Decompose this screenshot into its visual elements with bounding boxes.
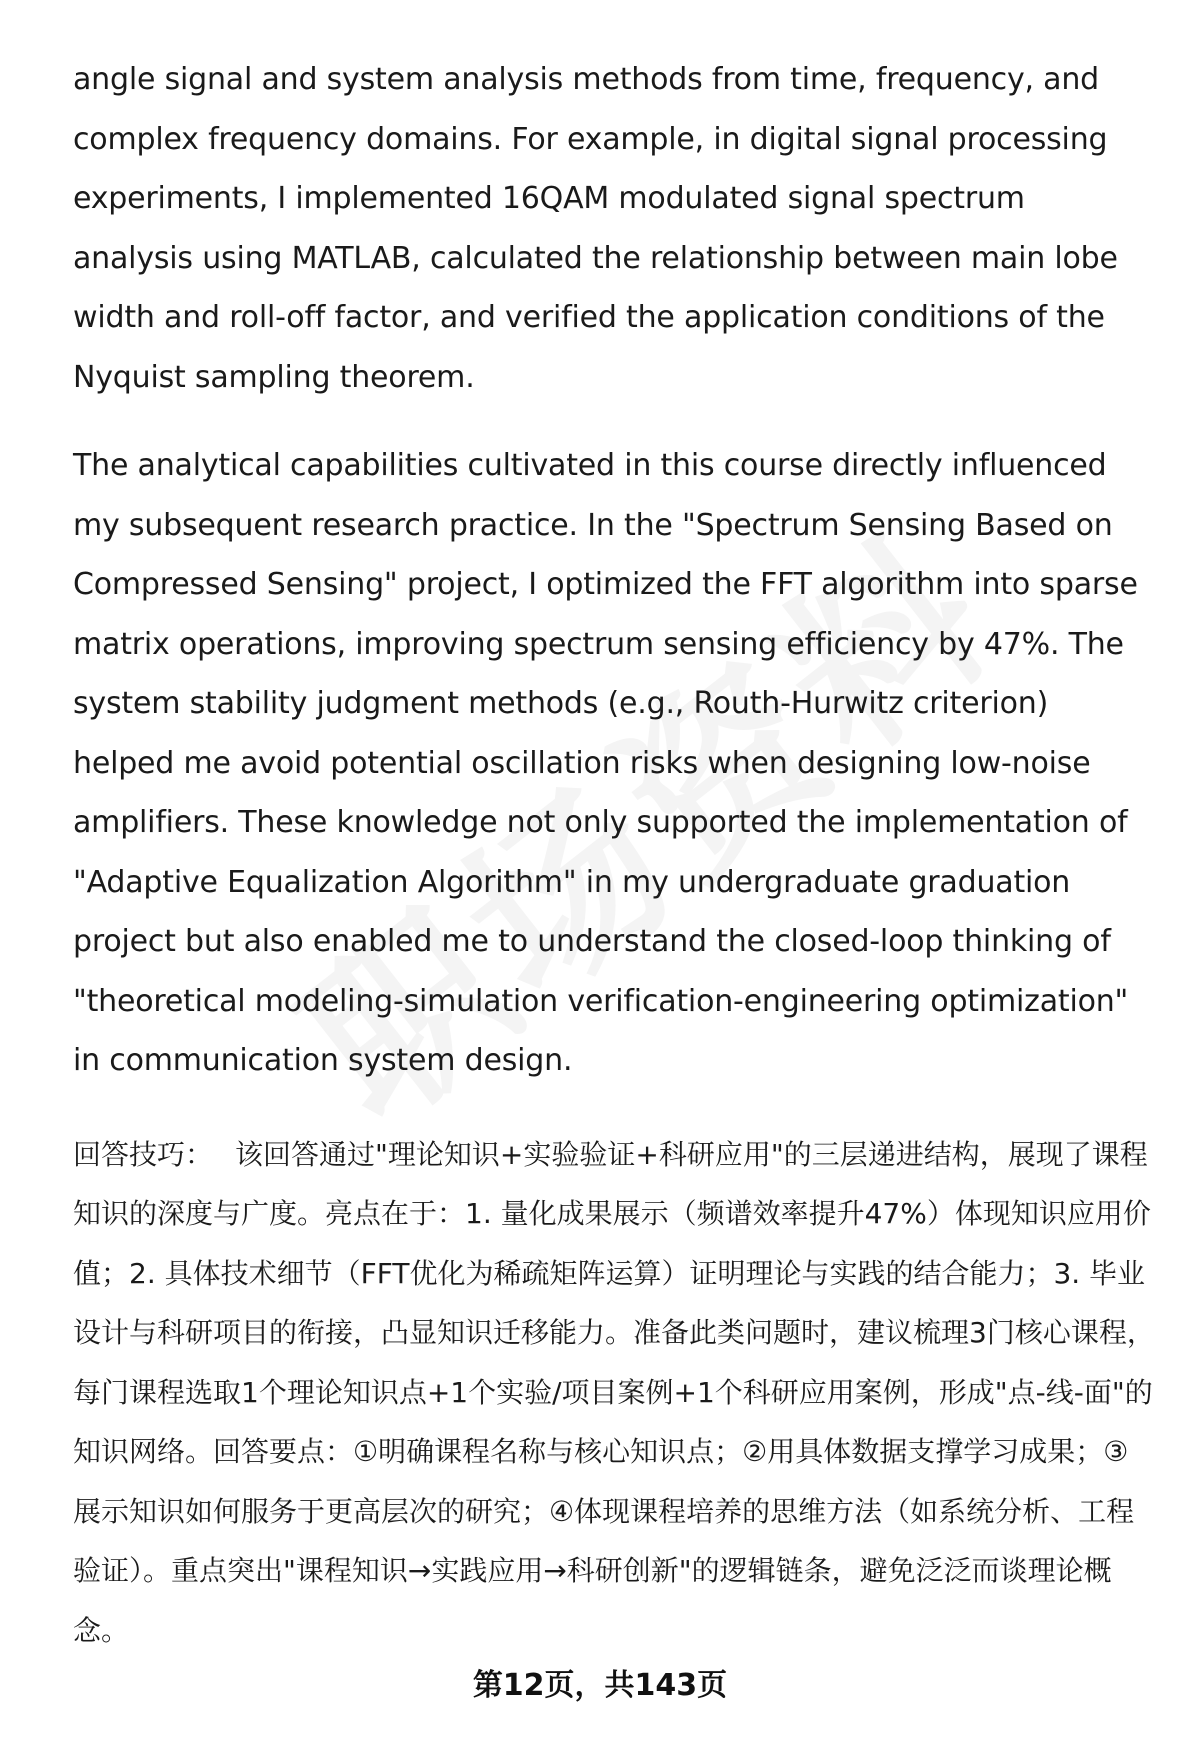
paragraph-1: angle signal and system analysis methods from time, frequency, and complex frequency domains. For example, in digital signal processing experiments, I implemented 16QAM modulated signal spectrum analysis using MATLAB, calculated the relationship between main lobe width and roll-off factor, and verified the application conditions of the Nyquist sampling theorem. [73, 62, 1118, 395]
tips-text: 该回答通过"理论知识+实验验证+科研应用"的三层递进结构，展现了课程知识的深度与广度。亮点在于：1. 量化成果展示（频谱效率提升47%）体现知识应用价值；2. 具体技术细节（FFT优化为稀疏矩阵运算）证明理论与实践的结合能力；3. 毕业设计与科研项目的衔接，凸显知识迁移能力。准备此类问题时，建议梳理3门核心课程，每门课程选取1个理论知识点+1个实验/项目案例+1个科研应用案例，形成"点-线-面"的知识网络。回答要点：①明确课程名称与核心知识点；②用具体数据支撑学习成果；③展示知识如何服务于更高层次的研究；④体现课程培养的思维方法（如系统分析、工程验证）。重点突出"课程知识→实践应用→科研创新"的逻辑链条，避免泛泛而谈理论概念。 [73, 1137, 1155, 1647]
paragraph-2: The analytical capabilities cultivated in this course directly influenced my subsequent research practice. In the "Spectrum Sensing Based on Compressed Sensing" project, I optimized the FFT algorithm into sparse matrix operations, improving spectrum sensing efficiency by 47%. The system stability judgment methods (e.g., Routh-Hurwitz criterion) helped me avoid potential oscillation risks when designing low-noise amplifiers. These knowledge not only supported the implementation of "Adaptive Equalization Algorithm" in my undergraduate graduation project but also enabled me to understand the closed-loop thinking of "theoretical modeling-simulation verification-engineering optimization" in communication system design. [73, 448, 1138, 1078]
answer-tips [73, 1125, 1155, 1661]
document-body [73, 50, 1155, 1660]
tips-label: 回答技巧： [73, 1137, 214, 1171]
page-indicator: 第12页，共143页 [472, 1668, 728, 1703]
